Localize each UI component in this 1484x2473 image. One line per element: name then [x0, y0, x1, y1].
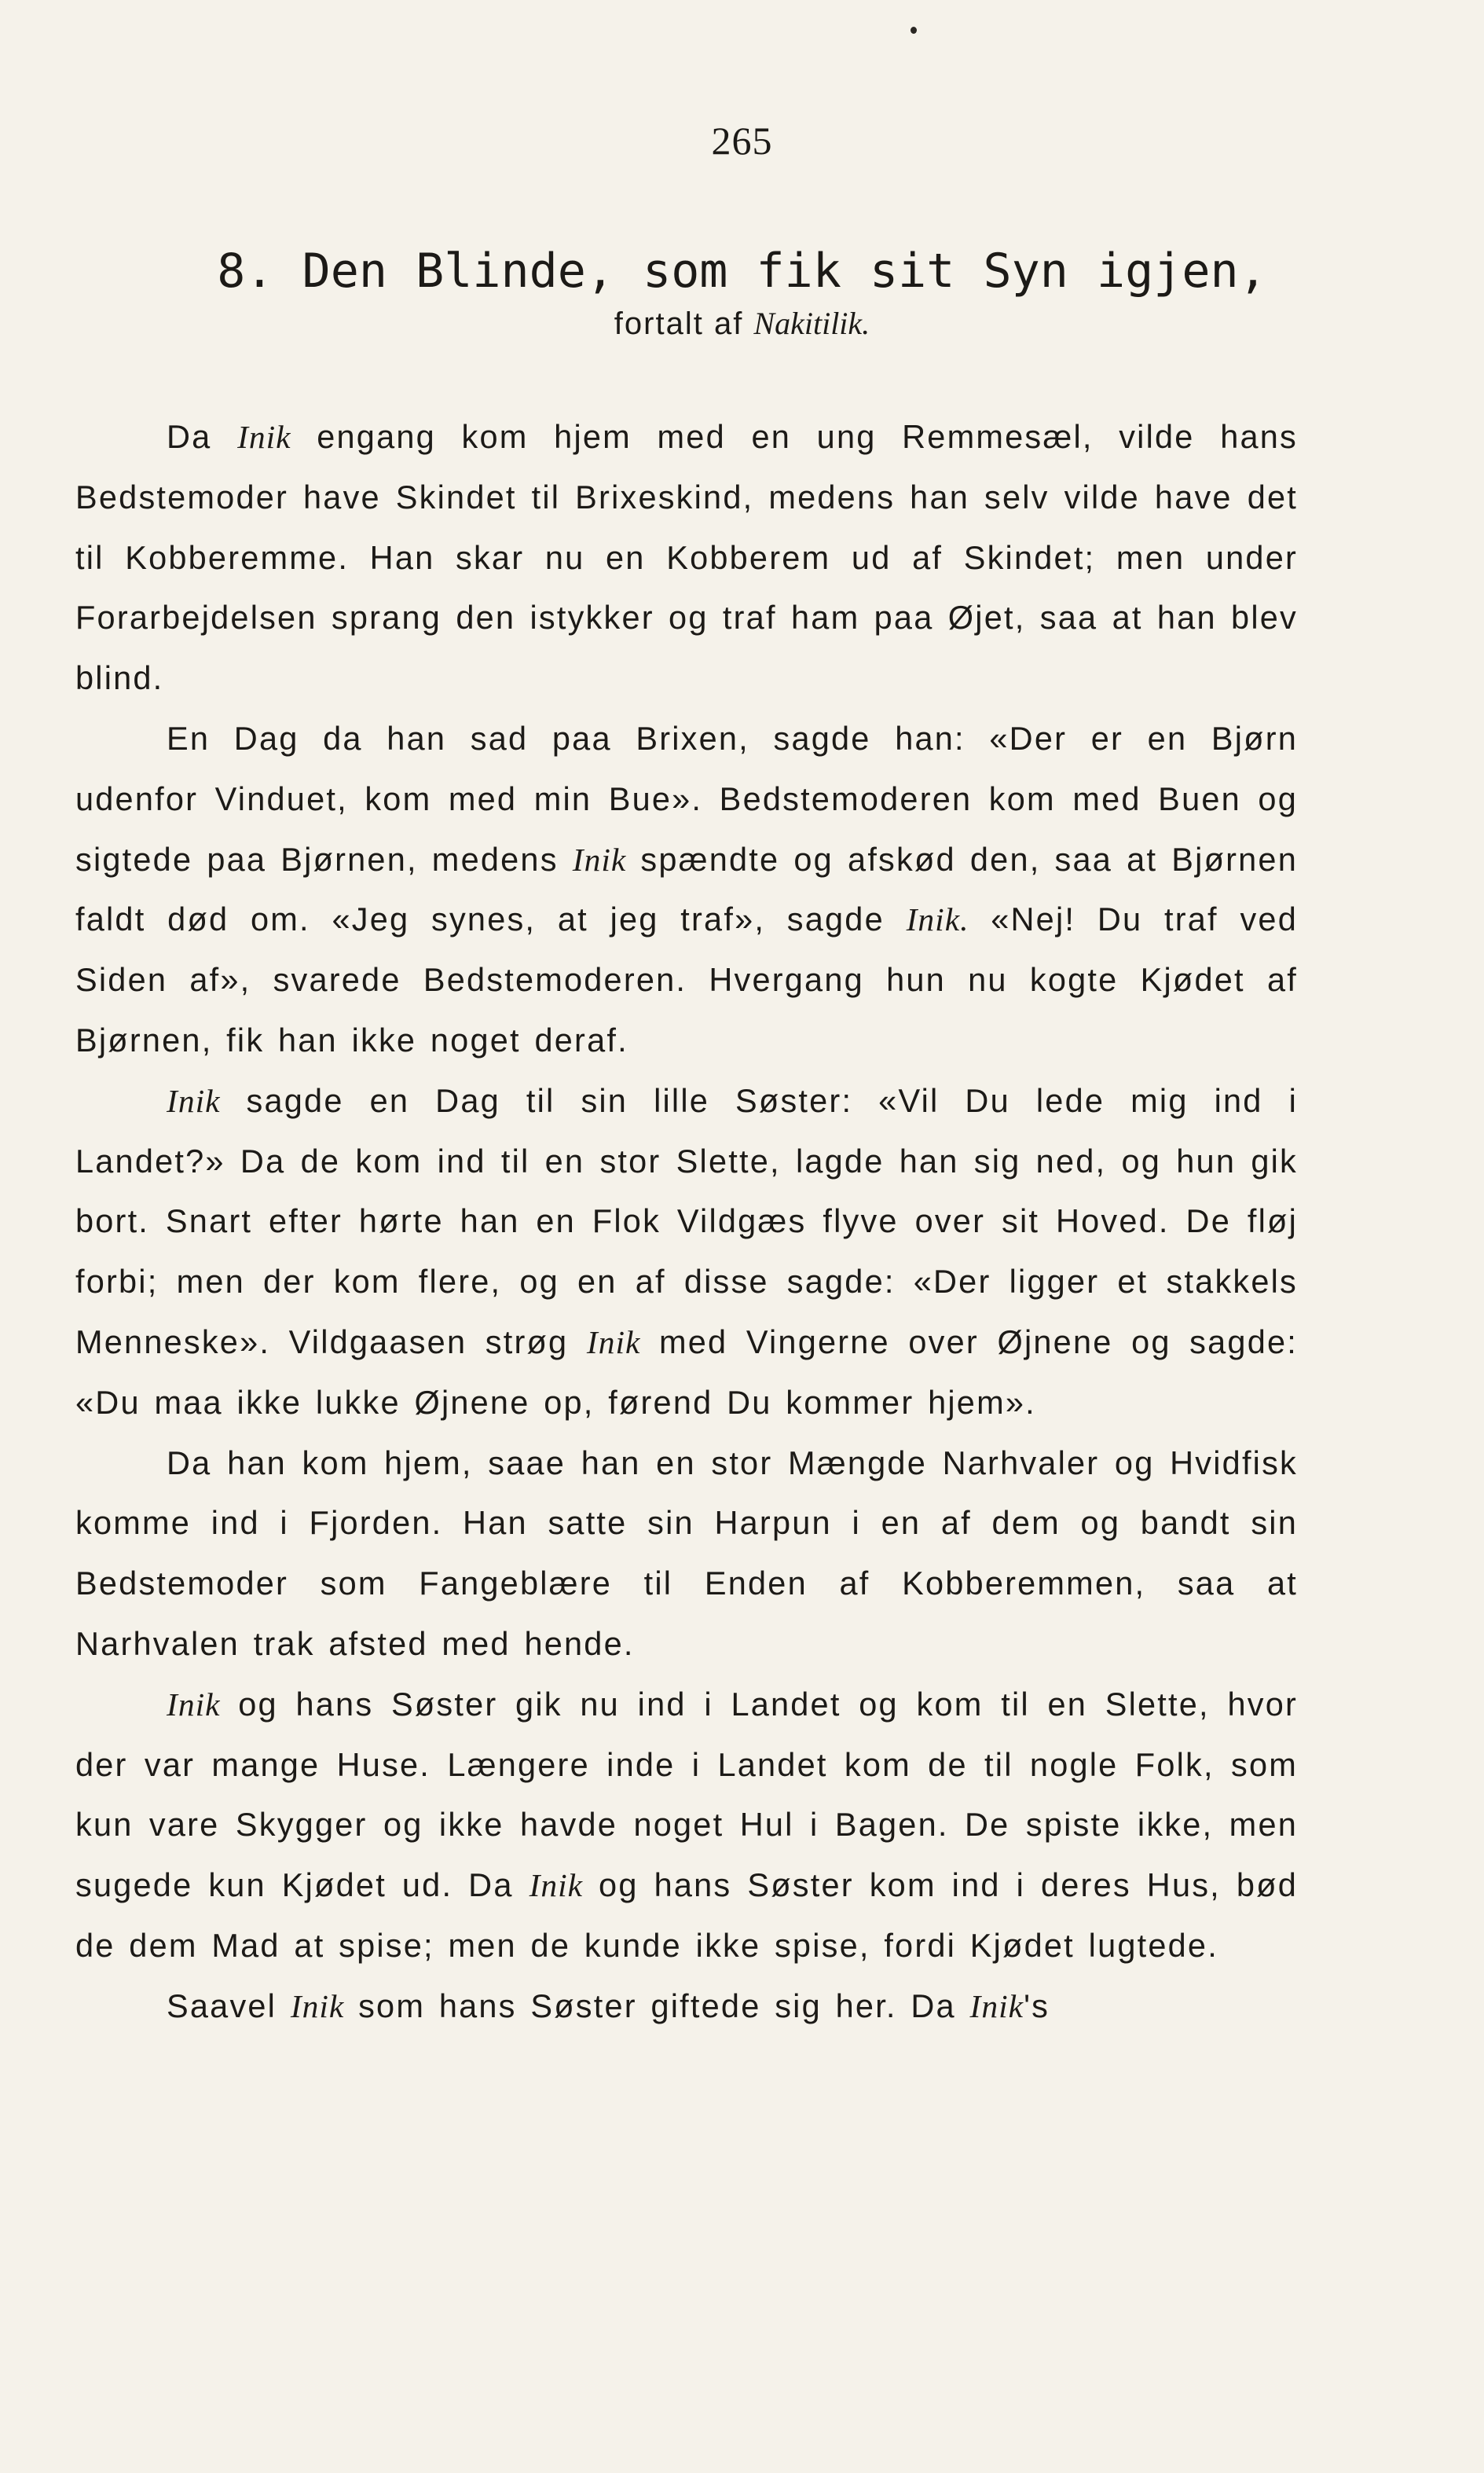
paragraph	[75, 1976, 1298, 2037]
ink-speck	[911, 27, 917, 34]
text-segment: Saavel	[167, 1987, 291, 2024]
text-segment: og hans Søster kom ind i deres Hus, bød de dem Mad at spise; men de kunde ikke spise, fordi Kjødet lugtede.	[75, 1866, 1298, 1964]
text-segment: En Dag da han sad paa Brixen, sagde han: «Der er en Bjørn udenfor Vinduet, kom med min Bue». Bedstemoderen kom med Buen og sigtede paa Bjørnen, medens	[75, 719, 1298, 878]
text-segment: Da han kom hjem, saae han en stor Mængde Narhvaler og Hvidfisk komme ind i Fjorden. Han satte sin Harpun i en af dem og bandt sin Bedstemoder som Fangeblære til Enden af Kobberemmen, saa at Narhvalen trak afsted med hende.	[75, 1444, 1298, 1662]
text-segment: «Nej! Du traf ved Siden af», svarede Bedstemoderen. Hvergang hun nu kogte Kjødet af Bjørnen, fik han ikke noget deraf.	[75, 901, 1298, 1059]
text-segment: 's	[1024, 1987, 1050, 2024]
paragraph	[75, 1675, 1298, 1976]
text-segment: Da	[167, 418, 238, 455]
paragraph	[75, 709, 1298, 1071]
paragraph	[75, 407, 1298, 709]
text-segment: som hans Søster giftede sig her. Da	[344, 1987, 970, 2024]
text-segment: spændte og afskød den, saa at Bjørnen faldt død om. «Jeg synes, at jeg traf», sagde	[75, 840, 1298, 938]
paragraph	[75, 1071, 1298, 1433]
text-segment: engang kom hjem med en ung Remmesæl, vilde hans Bedstemoder have Skindet til Brixeskind, medens han selv vilde have det til Kobberemme. Han skar nu en Kobberem ud af Skindet; men under Forarbejdelsen sprang den istykker og traf ham paa Øjet, saa at han blev blind.	[75, 418, 1298, 697]
italic-name: Inik	[572, 841, 627, 878]
italic-name: Inik	[529, 1867, 584, 1904]
page-number: 265	[711, 119, 773, 163]
text-segment: med Vingerne over Øjnene og sagde: «Du maa ikke lukke Øjnene op, førend Du kommer hjem».	[75, 1323, 1298, 1421]
italic-name: Inik.	[906, 901, 969, 938]
paragraph	[75, 1433, 1298, 1675]
italic-name: Inik	[237, 419, 291, 455]
italic-name: Inik	[586, 1323, 641, 1360]
italic-name: Inik	[969, 1987, 1024, 2024]
chapter-title: 8. Den Blinde, som fik sit Syn igjen,	[217, 244, 1267, 299]
italic-name: Inik	[167, 1686, 221, 1723]
body-text	[75, 407, 1298, 2037]
italic-name: Inik	[290, 1987, 345, 2024]
italic-name: Inik	[167, 1082, 221, 1119]
narrator-name: Nakitilik.	[753, 306, 870, 341]
text-segment: og hans Søster gik nu ind i Landet og kom til en Slette, hvor der var mange Huse. Længere inde i Landet kom de til nogle Folk, som kun vare Skygger og ikke havde noget Hul i Bagen. De spiste ikke, men sugede kun Kjødet ud. Da	[75, 1685, 1298, 1904]
chapter-header	[0, 244, 1484, 342]
subtitle-prefix: fortalt af	[614, 306, 754, 341]
chapter-subtitle	[0, 305, 1484, 342]
text-segment: sagde en Dag til sin lille Søster: «Vil Du lede mig ind i Landet?» Da de kom ind til en stor Slette, lagde han sig ned, og hun gik bort. Snart efter hørte han en Flok Vildgæs flyve over sit Hoved. De fløj forbi; men der kom flere, og en af disse sagde: «Der ligger et stakkels Menneske». Vildgaasen strøg	[75, 1081, 1298, 1360]
